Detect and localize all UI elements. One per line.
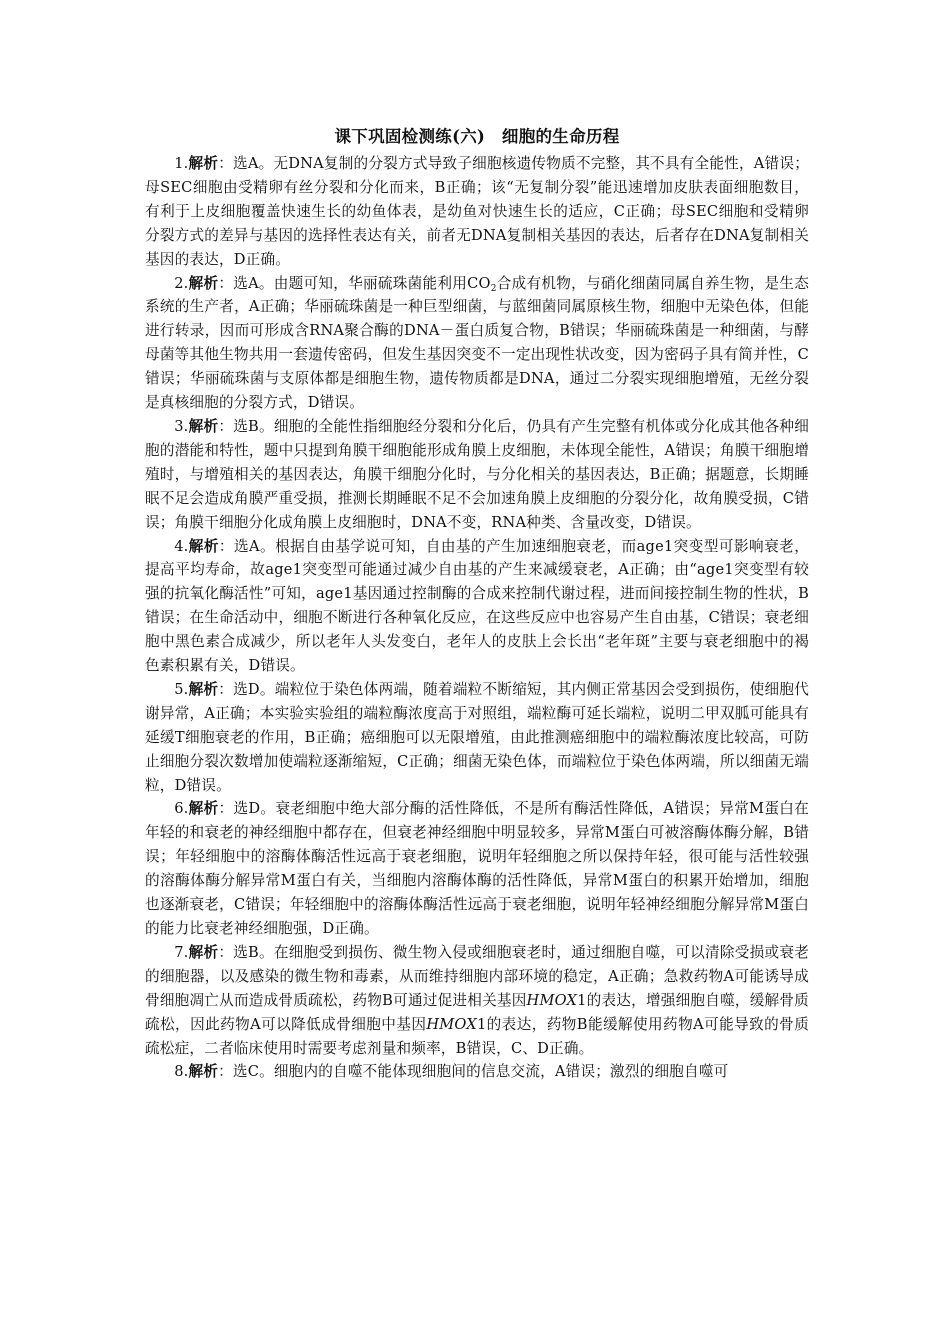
answer-item-8 xyxy=(145,1060,809,1084)
item-text: ：选A。根据自由基学说可知，自由基的产生加速细胞衰老，而age1突变型可影响衰老，提高平均寿命，故age1突变型可能通过减少自由基的产生来减缓衰老，A正确；由“age1突变型有较强的抗氧化酶活性”可知，age1基因通过控制酶的合成来控制代谢过程，进而间接控制生物的性状，B错误；在生命活动中，细胞不断进行各种氧化反应，在这些反应中也容易产生自由基，C错误；衰老细胞中黑色素合成减少，所以老年人头发变白，老年人的皮肤上会长出“老年斑”主要与衰老细胞中的褐色素积累有关，D错误。 xyxy=(145,537,809,675)
answer-item-6 xyxy=(145,797,809,940)
item-text-end: 的表达，药物B能缓解使用药物A可能导致的骨质疏松症，二者临床使用时需要考虑剂量和频率，B错误，C、D正确。 xyxy=(145,1015,809,1057)
page-title: 课下巩固检测练(六) 细胞的生命历程 xyxy=(334,127,620,146)
analysis-label: 解析 xyxy=(188,417,219,435)
answer-item-2 xyxy=(145,272,809,415)
item-text: ：选C。细胞内的自噬不能体现细胞间的信息交流，A错误；激烈的细胞自噬可 xyxy=(218,1063,729,1081)
gene-name: HMOX xyxy=(426,1015,477,1033)
item-text: ：选A。无DNA复制的分裂方式导致子细胞核遗传物质不完整，其不具有全能性，A错误；母SEC细胞由受精卵有丝分裂和分化而来，B正确；该“无复制分裂”能迅速增加皮肤表面细胞数目，有利于上皮细胞覆盖快速生长的幼鱼体表，是幼鱼对快速生长的适应，C正确；母SEC细胞和受精卵分裂方式的差异与基因的选择性表达有关，前者无DNA复制相关基因的表达，后者存在DNA复制相关基因的表达，D正确。 xyxy=(145,155,809,268)
answer-item-5 xyxy=(145,678,809,798)
item-number: 6. xyxy=(174,800,189,818)
gene-name: HMOX xyxy=(526,991,578,1009)
analysis-label: 解析 xyxy=(188,680,219,698)
answer-item-7 xyxy=(145,941,809,1061)
item-text-cont: 的表达，增强细胞自噬，缓解骨质疏松，因此药物A可以降低成骨细胞中基因 xyxy=(145,991,809,1033)
answer-item-4 xyxy=(145,535,809,678)
gene-number: 1 xyxy=(577,991,587,1009)
analysis-label: 解析 xyxy=(188,155,219,172)
analysis-label: 解析 xyxy=(188,1063,219,1081)
analysis-label: 解析 xyxy=(188,537,219,555)
item-number: 4. xyxy=(174,537,189,555)
item-text: ：选D。衰老细胞中绝大部分酶的活性降低，不是所有酶活性降低，A错误；异常M蛋白在年轻的和衰老的神经细胞中都存在，但衰老神经细胞中明显较多，异常M蛋白可被溶酶体酶分解，B错误；年轻细胞中的溶酶体酶活性远高于衰老细胞，说明年轻细胞之所以保持年轻，很可能与活性较强的溶酶体酶分解异常M蛋白有关，当细胞内溶酶体酶的活性降低，异常M蛋白的积累开始增加，细胞也逐渐衰老，C错误；年轻细胞中的溶酶体酶活性远高于衰老细胞，说明年轻神经细胞分解异常M蛋白的能力比衰老神经细胞强，D正确。 xyxy=(145,800,809,937)
gene-number: 1 xyxy=(476,1015,487,1033)
item-text-cont: 合成有机物，与硝化细菌同属自养生物，是生态系统的生产者，A正确；华丽硫珠菌是一种巨型细菌，与蓝细菌同属原核生物，细胞中无染色体，但能进行转录，因而可形成含RNA聚合酶的DNA－蛋白质复合物，B错误；华丽硫珠菌是一种细菌，与酵母菌等其他生物共用一套遗传密码，但发生基因突变不一定出现性状改变，因为密码子具有简并性，C错误；华丽硫珠菌与支原体都是细胞生物，遗传物质都是DNA，通过二分裂实现细胞增殖，无丝分裂是真核细胞的分裂方式，D错误。 xyxy=(145,274,810,412)
item-number: 1. xyxy=(174,155,189,172)
item-text: ：选B。细胞的全能性指细胞经分裂和分化后，仍具有产生完整有机体或分化成其他各种细胞的潜能和特性，题中只提到角膜干细胞能形成角膜上皮细胞，未体现全能性，A错误；角膜干细胞增殖时，与增殖相关的基因表达，角膜干细胞分化时，与分化相关的基因表达，B正确；据题意，长期睡眠不足会造成角膜严重受损，推测长期睡眠不足不会加速角膜上皮细胞的分裂分化，故角膜受损，C错误；角膜干细胞分化成角膜上皮细胞时，DNA不变，RNA种类、含量改变，D错误。 xyxy=(145,417,809,531)
item-number: 8. xyxy=(174,1063,189,1081)
item-text: ：选A。由题可知，华丽硫珠菌能利用CO xyxy=(218,274,491,292)
item-number: 3. xyxy=(174,417,189,435)
analysis-label: 解析 xyxy=(188,274,219,292)
analysis-label: 解析 xyxy=(188,943,219,961)
subscript: 2 xyxy=(490,283,497,294)
answer-item-1 xyxy=(145,152,809,272)
answer-page xyxy=(145,124,809,1084)
item-number: 5. xyxy=(174,680,189,698)
item-number: 7. xyxy=(174,943,189,961)
item-text: ：选D。端粒位于染色体两端，随着端粒不断缩短，其内侧正常基因会受到损伤，使细胞代谢异常，A正确；本实验实验组的端粒酶浓度高于对照组，端粒酶可延长端粒，说明二甲双胍可能具有延缓T细胞衰老的作用，B正确；癌细胞可以无限增殖，由此推测癌细胞中的端粒酶浓度比较高，可防止细胞分裂次数增加使端粒逐渐缩短，C正确；细菌无染色体，而端粒位于染色体两端，所以细菌无端粒，D错误。 xyxy=(145,680,809,794)
item-text: ：选B。在细胞受到损伤、微生物入侵或细胞衰老时，通过细胞自噬，可以清除受损或衰老的细胞器，以及感染的微生物和毒素，从而维持细胞内部环境的稳定，A正确；急救药物A可能诱导成骨细胞凋亡从而造成骨质疏松，药物B可通过促进相关基因 xyxy=(145,943,809,1009)
item-number: 2. xyxy=(174,274,189,292)
analysis-label: 解析 xyxy=(188,800,219,818)
answer-item-3 xyxy=(145,415,809,535)
